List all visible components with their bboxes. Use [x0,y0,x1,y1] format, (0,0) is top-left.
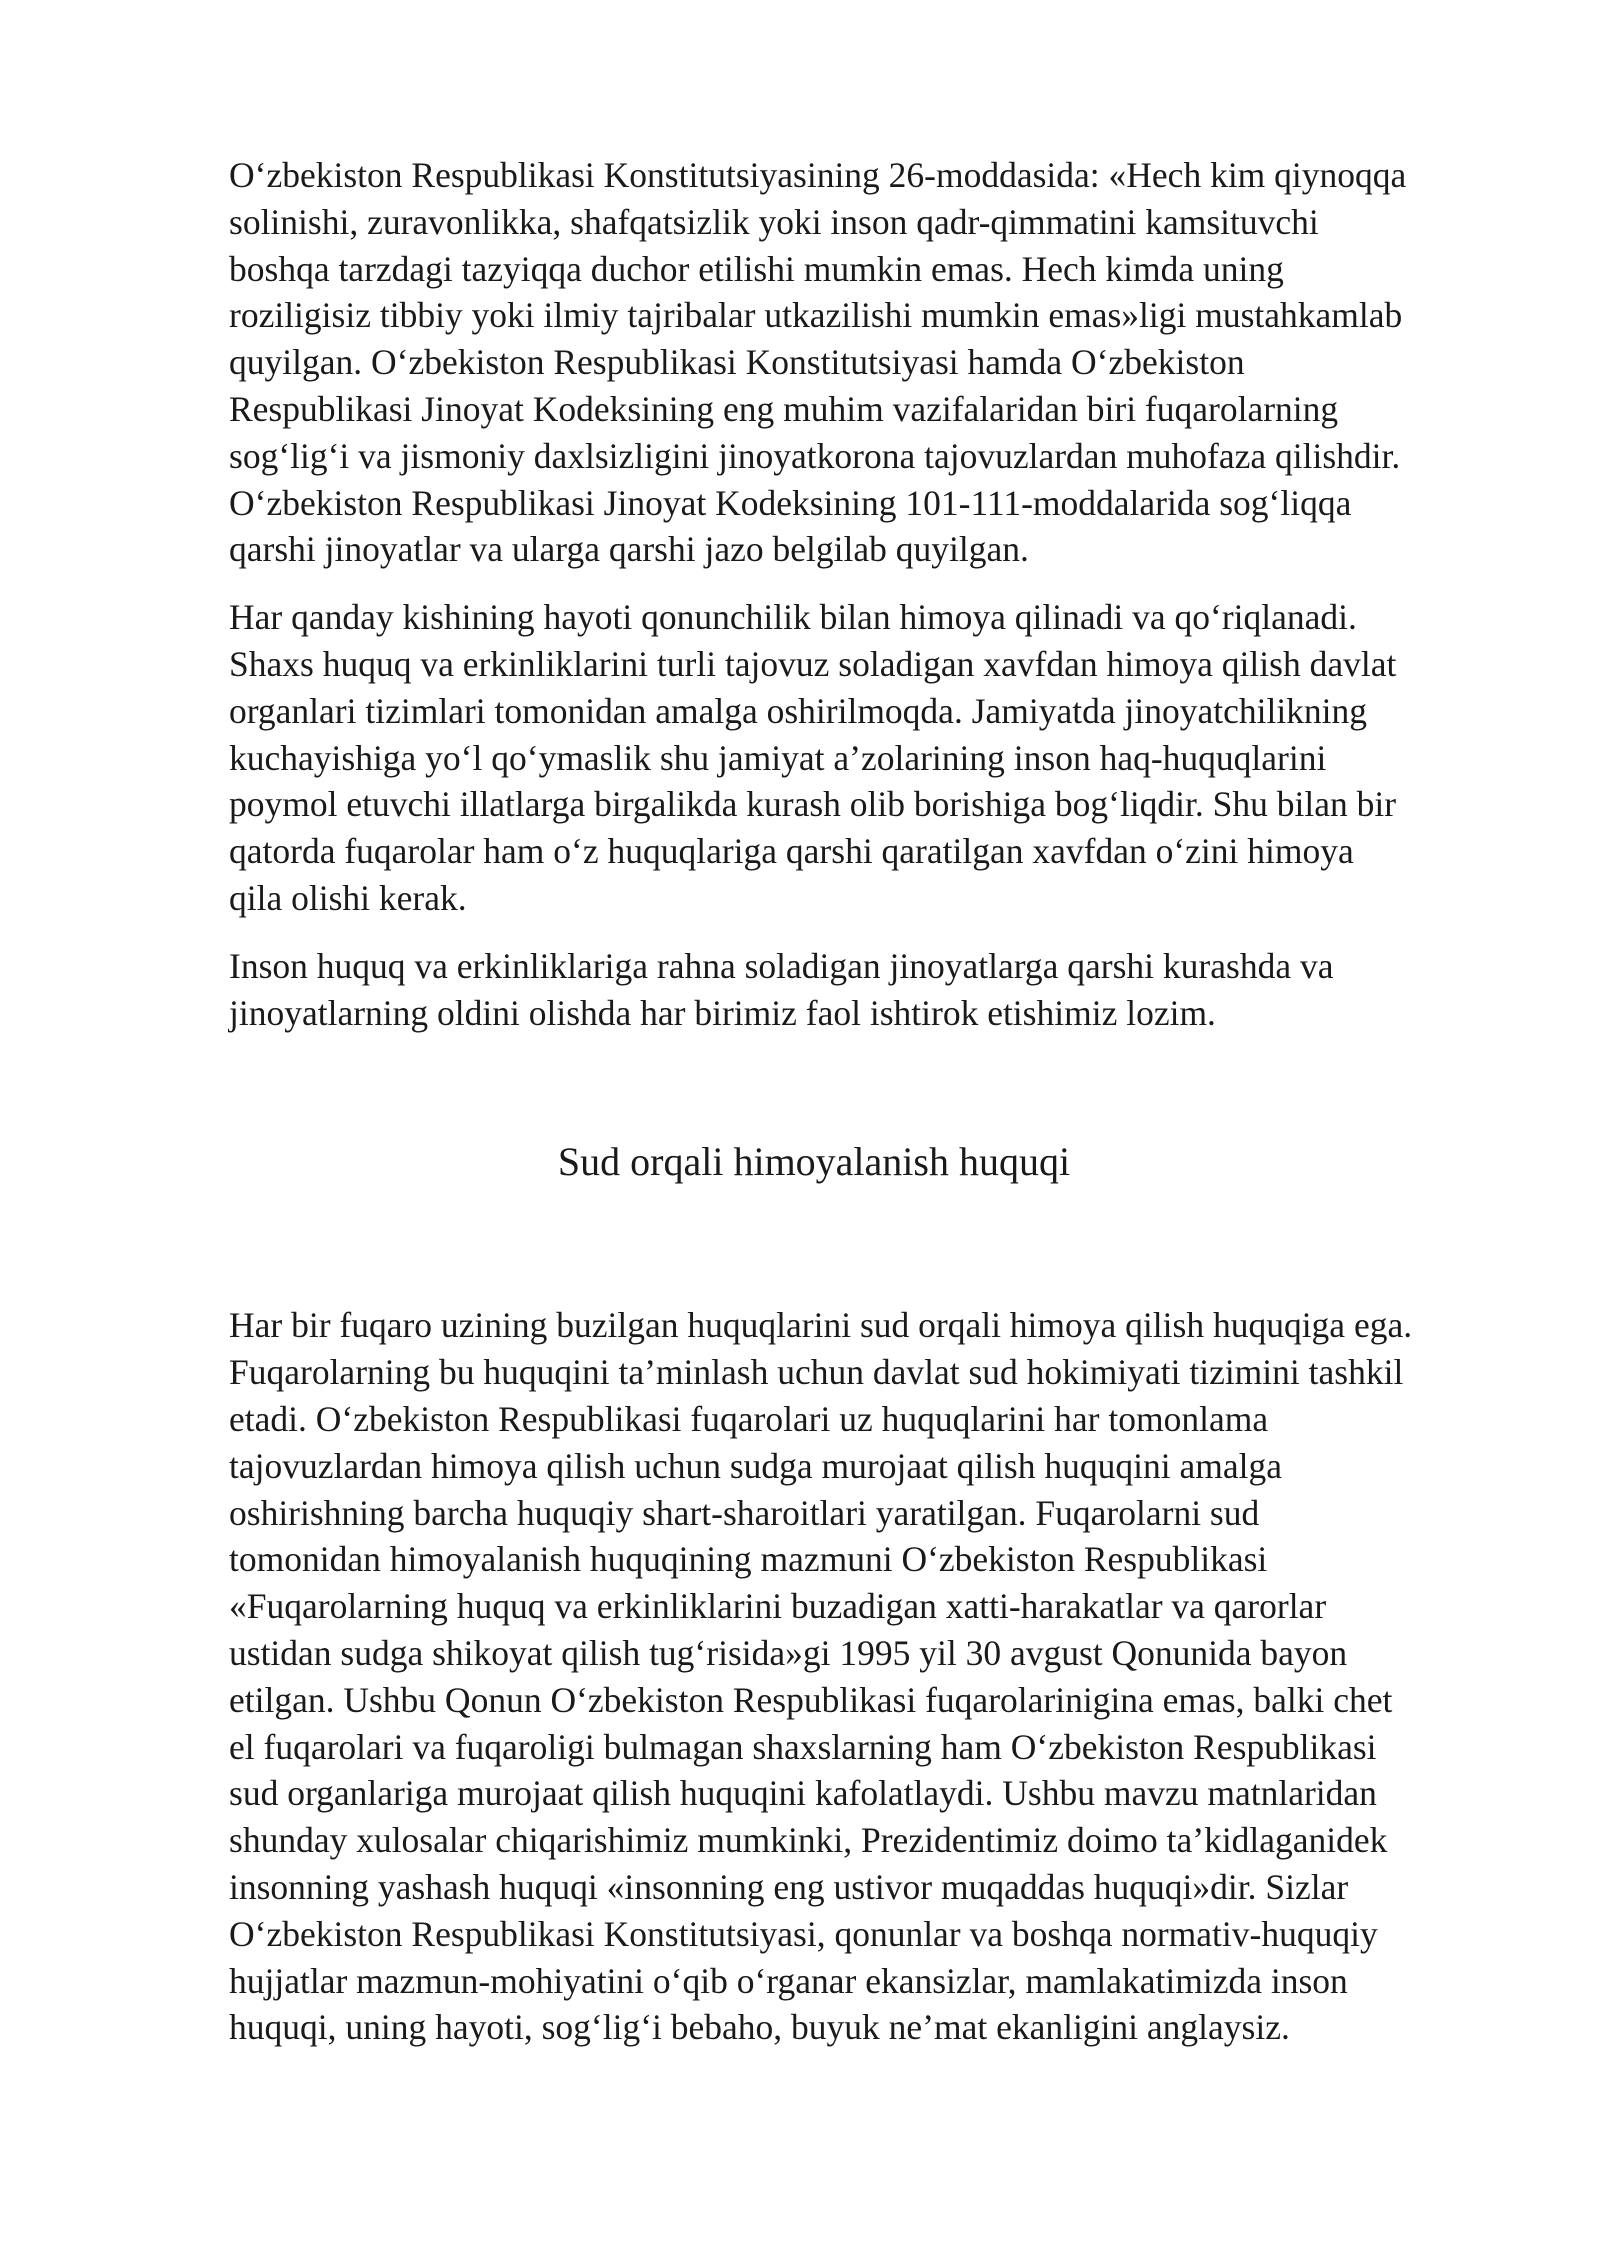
paragraph-right-to-life: Har qanday kishining hayoti qonunchilik bilan himoya qilinadi va qo‘riqlanadi. Shaxs huquq va erkinliklarini turli tajovuz soladigan xavfdan himoya qilish davlat organlari tizimlari tomonidan amalga oshirilmoqda. Jamiyatda jinoyatchilikning kuchayishiga yo‘l qo‘ymaslik shu jamiyat a’zolarining inson haq-huquqlarini poymol etuvchi illatlarga birgalikda kurash olib borishiga bog‘liqdir. Shu bilan bir qatorda fuqarolar ham o‘z huquqlariga qarshi qaratilgan xavfdan o‘zini himoya qila olishi kerak. [229,597,1397,918]
section-heading: Sud orqali himoyalanish huquqi [557,1139,1071,1185]
paragraph-fight-crime: Inson huquq va erkinliklariga rahna soladigan jinoyatlarga qarshi kurashda va jinoyatlarning oldini olishda har birimiz faol ishtirok etishimiz lozim. [229,945,1334,1033]
document-body [229,152,1519,2072]
paragraph-constitution-article-26: O‘zbekiston Respublikasi Konstitutsiyasining 26-moddasida: «Hech kim qiynoqqa solinishi, zuravonlikka, shafqatsizlik yoki inson qadr-qimmatini kamsituvchi boshqa tarzdagi tazyiqqa duchor etilishi mumkin emas. Hech kimda uning roziligisiz tibbiy yoki ilmiy tajribalar utkazilishi mumkin emas»ligi mustahkamlab quyilgan. O‘zbekiston Respublikasi Konstitutsiyasi hamda O‘zbekiston Respublikasi Jinoyat Kodeksining eng muhim vazifalaridan biri fuqarolarning sog‘lig‘i va jismoniy daxlsizligini jinoyatkorona tajovuzlardan muhofaza qilishdir. O‘zbekiston Respublikasi Jinoyat Kodeksining 101-111-moddalarida sog‘liqqa qarshi jinoyatlar va ularga qarshi jazo belgilab quyilgan. [229,155,1407,570]
heading-spacer [229,1188,1519,1302]
paragraph-judicial-protection: Har bir fuqaro uzining buzilgan huquqlarini sud orqali himoya qilish huquqiga ega. Fuqarolarning bu huquqini ta’minlash uchun davlat sud hokimiyati tizimini tashkil etadi. O‘zbekiston Respublikasi fuqarolari uz huquqlarini har tomonlama tajovuzlardan himoya qilish uchun sudga murojaat qilish huquqini amalga oshirishning barcha huquqiy shart-sharoitlari yaratilgan. Fuqarolarni sud tomonidan himoyalanish huquqining mazmuni O‘zbekiston Respublikasi «Fuqarolarning huquq va erkinliklarini buzadigan xatti-harakatlar va qarorlar ustidan sudga shikoyat qilish tug‘risida»gi 1995 yil 30 avgust Qonunida bayon etilgan. Ushbu Qonun O‘zbekiston Respublikasi fuqarolariniginа emas, balki chet el fuqarolari va fuqaroligi bulmagan shaxslarning ham O‘zbekiston Respublikasi sud organlariga murojaat qilish huquqini kafolatlaydi. Ushbu mavzu matnlaridan shunday xulosalar chiqarishimiz mumkinki, Prezidentimiz doimo ta’kidlaganidek insonning yashash huquqi «insonning eng ustivor muqaddas huquqi»dir. Sizlar O‘zbekiston Respublikasi Konstitutsiyasi, qonunlar va boshqa normativ-huquqiy hujjatlar mazmun-mohiyatini o‘qib o‘rganar ekansizlar, mamlakatimizda inson huquqi, uning hayoti, sog‘lig‘i bebaho, buyuk ne’mat ekanligini anglaysiz. [229,1305,1413,2048]
